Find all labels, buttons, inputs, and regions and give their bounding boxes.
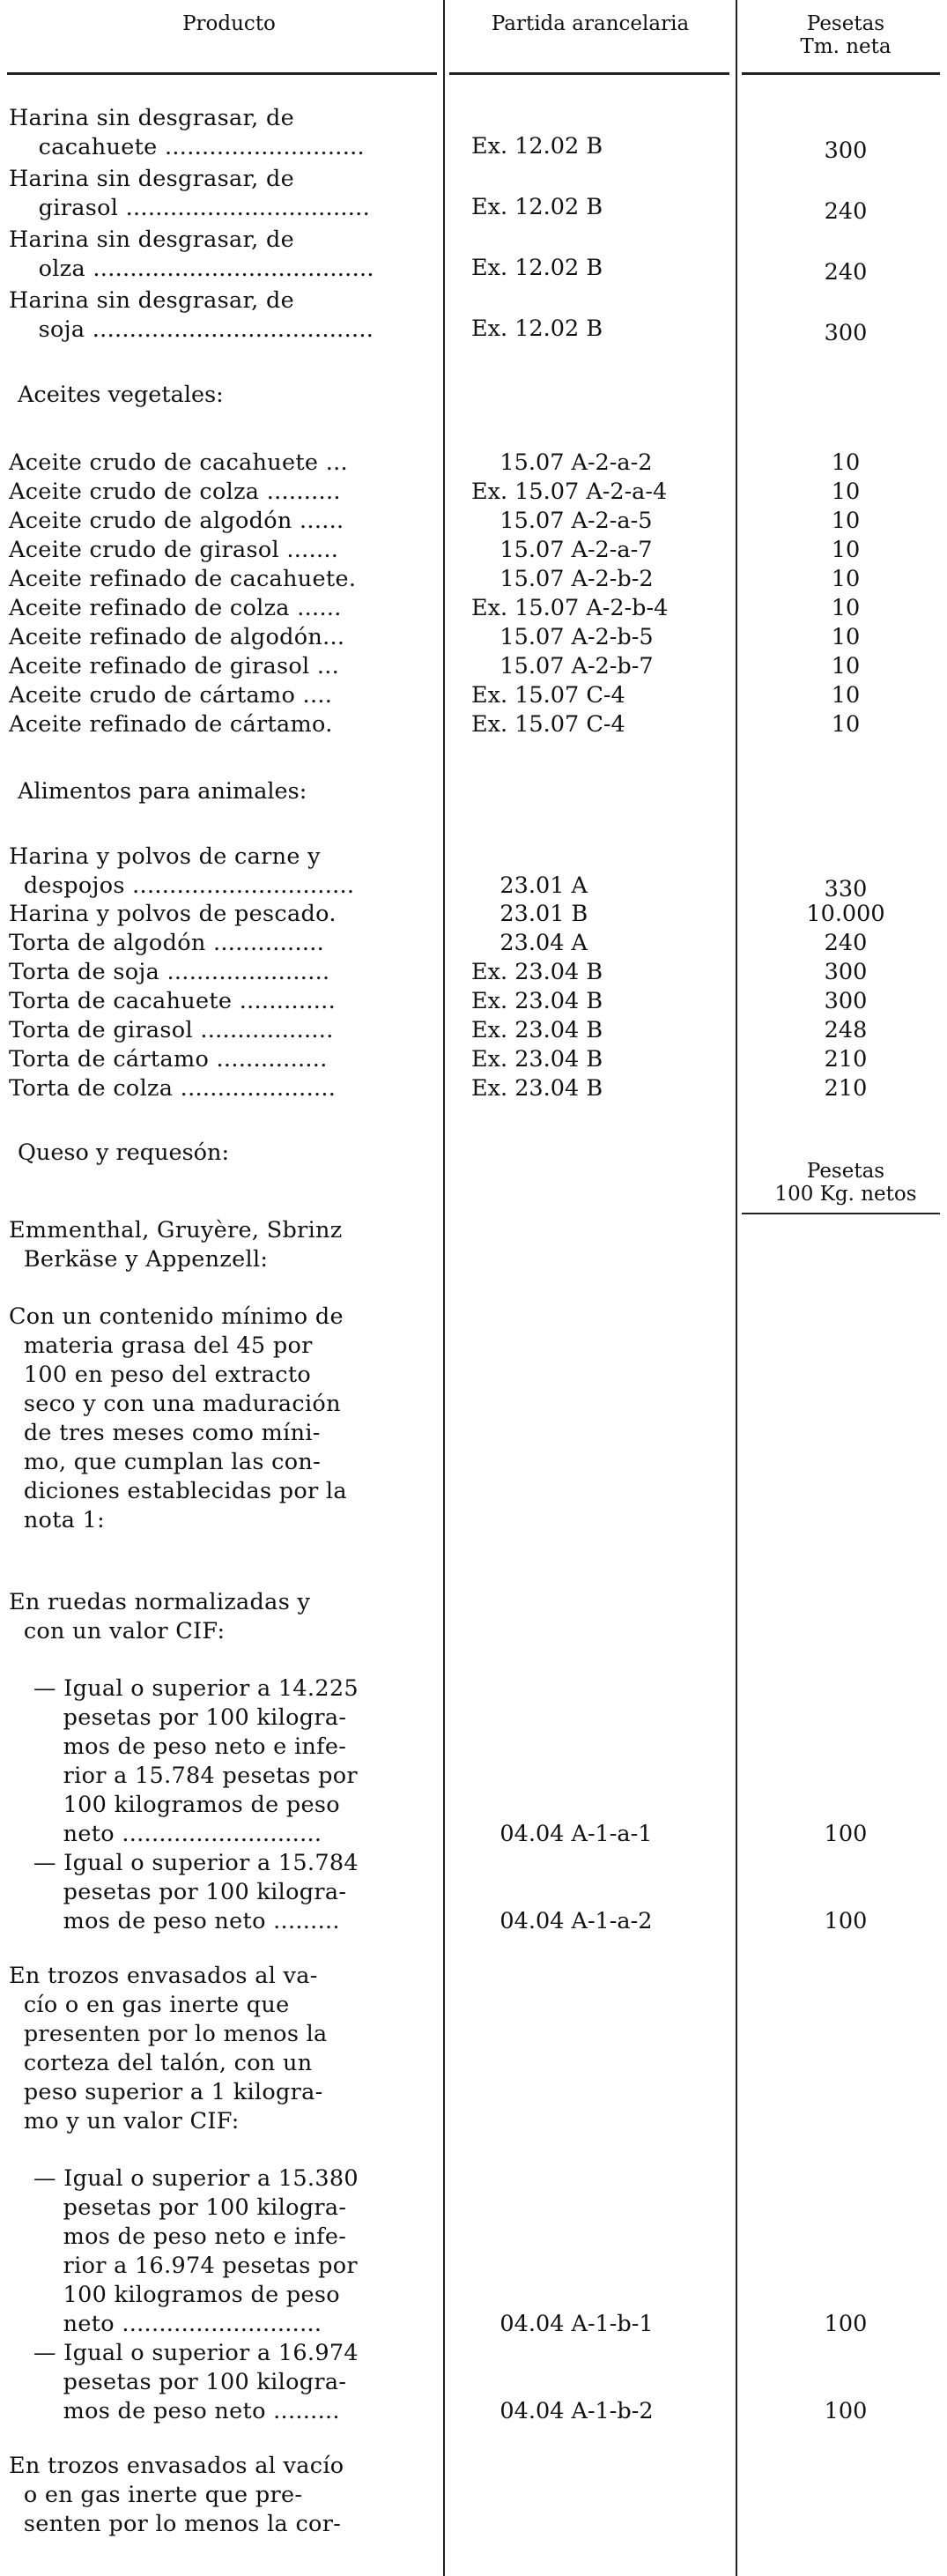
partida-cell: 15.07 A-2-b-5 (471, 624, 654, 650)
text-block: En ruedas normalizadas y con un valor CIF: (9, 1589, 311, 1644)
pesetas-cell: 240 (824, 198, 868, 225)
partida-cell: Ex. 23.04 B (471, 988, 603, 1014)
producto-cell: — Igual o superior a 16.974 pesetas por 100 kilogra- mos de peso neto ......... (33, 2340, 359, 2424)
header-pesetas-100kg-2: 100 Kg. netos (774, 1183, 917, 1206)
pesetas-cell: 210 (824, 1046, 868, 1073)
pesetas-cell: 10 (831, 711, 861, 738)
pesetas-cell: 300 (824, 320, 868, 346)
header-pesetas-2: Tm. neta (800, 35, 892, 58)
partida-cell: 15.07 A-2-a-7 (471, 537, 653, 563)
producto-cell: — Igual o superior a 15.784 pesetas por 100 kilogra- mos de peso neto ......... (33, 1850, 359, 1934)
pesetas-cell: 10 (831, 653, 861, 679)
producto-cell: Torta de soja ...................... (9, 959, 330, 985)
producto-cell: — Igual o superior a 14.225 pesetas por 100 kilogra- mos de peso neto e infe- rior a 15.784 pesetas por 100 kilogramos de peso neto ........................... (33, 1675, 359, 1847)
pesetas-cell: 100 (824, 2311, 868, 2337)
producto-cell: Torta de girasol .................. (9, 1017, 334, 1043)
text-block: Emmenthal, Gruyère, Sbrinz Berkäse y Appenzell: (9, 1217, 343, 1273)
producto-cell: Aceite refinado de colza ...... (9, 595, 342, 621)
pesetas-cell: 10 (831, 508, 861, 534)
producto-cell: — Igual o superior a 15.380 pesetas por 100 kilogra- mos de peso neto e infe- rior a 16.974 pesetas por 100 kilogramos de peso neto ........................... (33, 2165, 359, 2337)
partida-cell: 15.07 A-2-a-5 (471, 508, 653, 534)
partida-cell: 04.04 A-1-a-1 (471, 1821, 653, 1847)
pesetas-cell: 240 (824, 259, 868, 286)
pesetas-cell: 100 (824, 1821, 868, 1847)
partida-cell: Ex. 23.04 B (471, 1046, 603, 1073)
header-rule (449, 72, 729, 75)
header-rule (742, 72, 940, 75)
pesetas-cell: 300 (824, 988, 868, 1014)
partida-cell: Ex. 15.07 C-4 (471, 711, 625, 738)
header-partida: Partida arancelaria (491, 12, 690, 35)
pesetas-cell: 248 (824, 1017, 868, 1043)
section-heading: Aceites vegetales: (18, 382, 224, 408)
text-block: En trozos envasados al va- cío o en gas inerte que presenten por lo menos la corteza del talón, con un peso superior a 1 kilogra- mo y un valor CIF: (9, 1963, 328, 2134)
header-pesetas-100kg-1: Pesetas (806, 1160, 885, 1183)
producto-cell: Harina sin desgrasar, de olza ...................................... (9, 226, 374, 282)
header-pesetas-1: Pesetas (806, 12, 885, 35)
producto-cell: Aceite crudo de girasol ....... (9, 537, 339, 563)
partida-cell: 15.07 A-2-a-2 (471, 449, 653, 476)
producto-cell: Torta de cártamo ............... (9, 1046, 328, 1073)
text-block: En trozos envasados al vacío o en gas inerte que pre- senten por lo menos la cor- (9, 2453, 344, 2537)
producto-cell: Aceite crudo de algodón ...... (9, 508, 344, 534)
partida-cell: Ex. 12.02 B (471, 194, 603, 220)
producto-cell: Aceite crudo de cacahuete ... (9, 449, 348, 476)
producto-cell: Harina sin desgrasar, de soja ...................................... (9, 287, 374, 343)
partida-cell: Ex. 15.07 C-4 (471, 682, 625, 709)
producto-cell: Aceite refinado de cártamo. (9, 711, 333, 738)
column-divider-left (443, 0, 445, 2576)
pesetas-cell: 210 (824, 1075, 868, 1102)
pesetas-cell: 10 (831, 479, 861, 505)
partida-cell: Ex. 23.04 B (471, 1017, 603, 1043)
producto-cell: Torta de algodón ............... (9, 930, 325, 956)
pesetas-cell: 100 (824, 1908, 868, 1934)
partida-cell: Ex. 12.02 B (471, 255, 603, 281)
producto-cell: Aceite refinado de girasol ... (9, 653, 340, 679)
partida-cell: Ex. 15.07 A-2-a-4 (471, 479, 668, 505)
column-divider-right (736, 0, 737, 2576)
producto-cell: Torta de cacahuete ............. (9, 988, 336, 1014)
section-heading: Queso y requesón: (18, 1140, 230, 1166)
partida-cell: Ex. 15.07 A-2-b-4 (471, 595, 669, 621)
header-rule (742, 1213, 940, 1214)
pesetas-cell: 100 (824, 2398, 868, 2424)
partida-cell: Ex. 12.02 B (471, 316, 603, 342)
producto-cell: Aceite crudo de cártamo .... (9, 682, 333, 709)
pesetas-cell: 10 (831, 537, 861, 563)
producto-cell: Harina y polvos de pescado. (9, 901, 337, 927)
producto-cell: Aceite refinado de algodón... (9, 624, 345, 650)
partida-cell: 04.04 A-1-b-2 (471, 2398, 654, 2424)
producto-cell: Aceite refinado de cacahuete. (9, 566, 357, 592)
pesetas-cell: 300 (824, 959, 868, 985)
pesetas-cell: 240 (824, 930, 868, 956)
header-rule (7, 72, 437, 75)
text-block: Con un contenido mínimo de materia grasa del 45 por 100 en peso del extracto seco y con una maduración de tres meses como míni- mo, que cumplan las con- diciones establecidas por la nota 1: (9, 1303, 347, 1533)
pesetas-cell: 10 (831, 624, 861, 650)
pesetas-cell: 330 (824, 876, 868, 902)
partida-cell: 23.01 B (471, 901, 588, 927)
producto-cell: Harina sin desgrasar, de cacahuete ........................... (9, 105, 365, 160)
partida-cell: 23.04 A (471, 930, 588, 956)
partida-cell: Ex. 12.02 B (471, 133, 603, 160)
producto-cell: Harina y polvos de carne y despojos .............................. (9, 843, 355, 899)
partida-cell: 15.07 A-2-b-7 (471, 653, 654, 679)
header-producto: Producto (182, 12, 276, 35)
producto-cell: Torta de colza ..................... (9, 1075, 337, 1102)
partida-cell: 15.07 A-2-b-2 (471, 566, 654, 592)
pesetas-cell: 300 (824, 137, 868, 164)
pesetas-cell: 10 (831, 595, 861, 621)
producto-cell: Aceite crudo de colza .......... (9, 479, 341, 505)
pesetas-cell: 10 (831, 566, 861, 592)
partida-cell: 04.04 A-1-b-1 (471, 2311, 654, 2337)
partida-cell: 04.04 A-1-a-2 (471, 1908, 653, 1934)
partida-cell: 23.01 A (471, 872, 588, 899)
section-heading: Alimentos para animales: (18, 778, 307, 805)
pesetas-cell: 10.000 (806, 901, 885, 927)
producto-cell: Harina sin desgrasar, de girasol ................................. (9, 166, 370, 221)
pesetas-cell: 10 (831, 682, 861, 709)
pesetas-cell: 10 (831, 449, 861, 476)
partida-cell: Ex. 23.04 B (471, 959, 603, 985)
partida-cell: Ex. 23.04 B (471, 1075, 603, 1102)
